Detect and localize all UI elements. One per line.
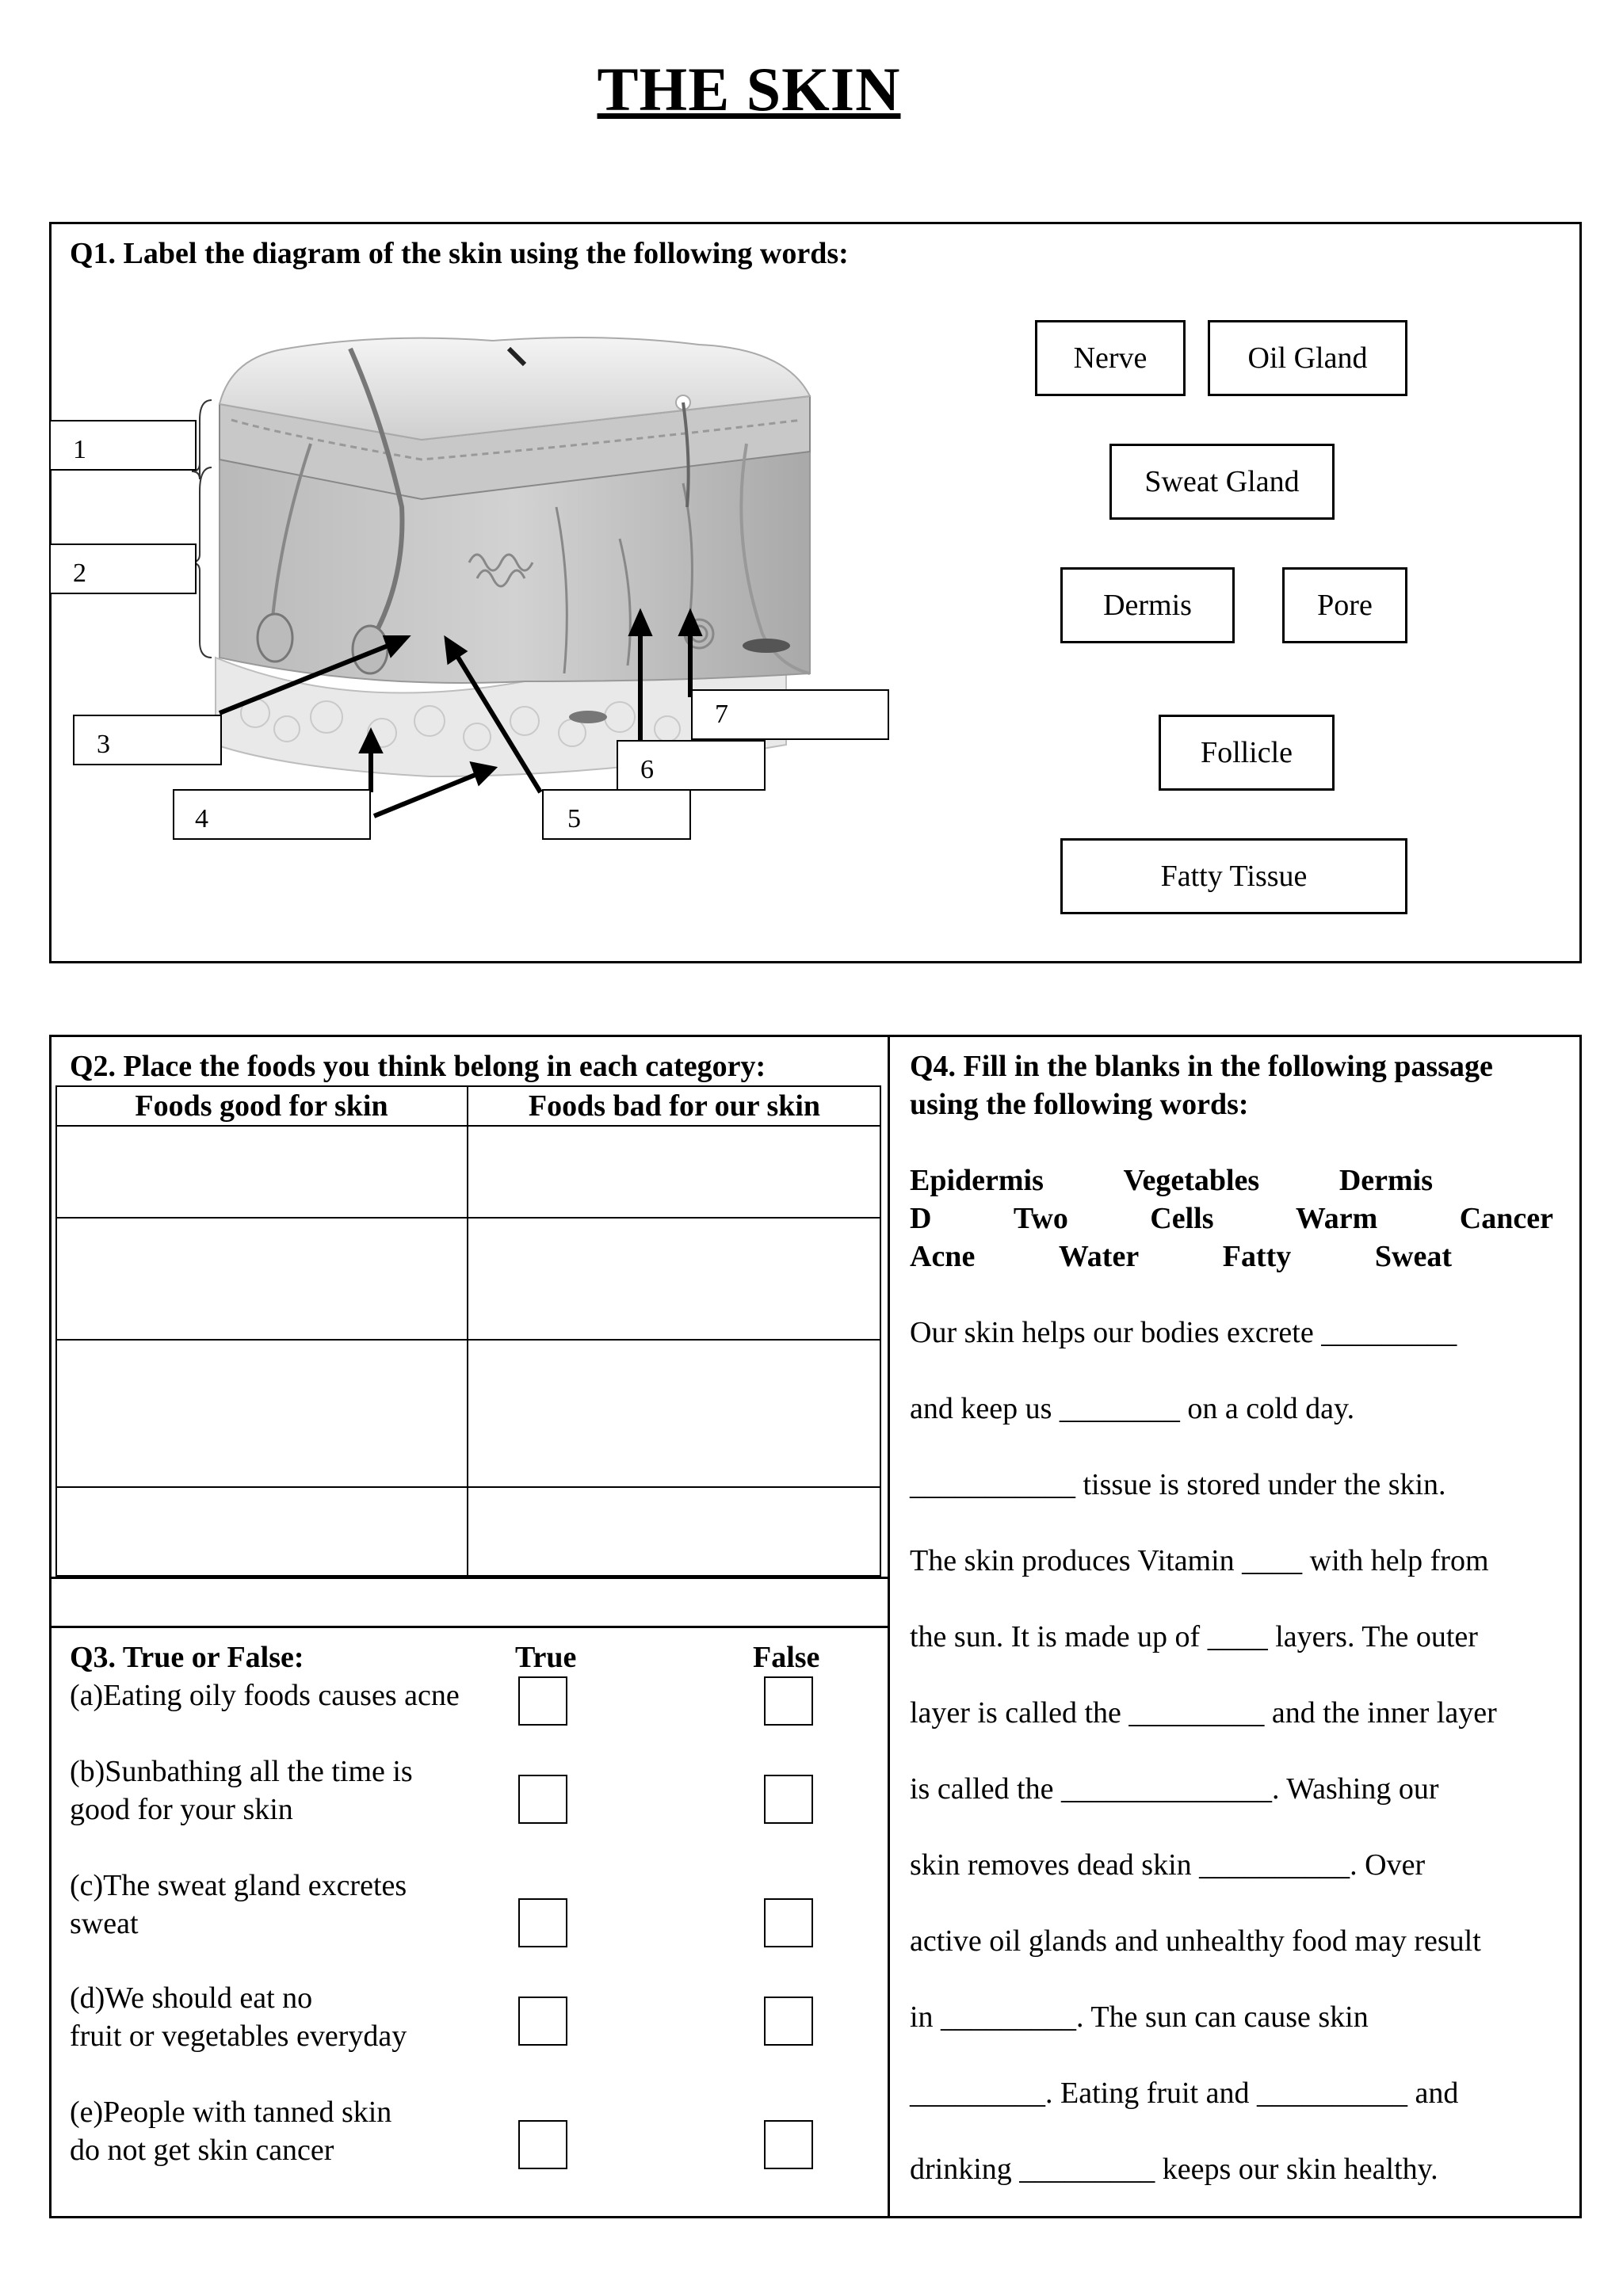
- q4-word-row-3: [910, 1238, 1452, 1276]
- word-fatty-tissue: Fatty Tissue: [1060, 838, 1407, 914]
- q4-word: Cancer: [1459, 1202, 1553, 1235]
- false-checkbox-e[interactable]: [764, 2120, 813, 2169]
- page-title: THE SKIN: [597, 55, 901, 124]
- passage-line: in _________. The sun can cause skin: [910, 2000, 1369, 2034]
- q4-word: Fatty: [1222, 1240, 1292, 1273]
- tf-item-d: (d)We should eat no fruit or vegetables everyday: [70, 1981, 407, 2053]
- passage-line: The skin produces Vitamin ____ with help from: [910, 1544, 1489, 1577]
- q4-heading-line2: using the following words:: [910, 1088, 1249, 1121]
- passage-line: and keep us ________ on a cold day.: [910, 1392, 1355, 1425]
- true-checkbox-d[interactable]: [518, 1997, 567, 2046]
- label-box-6[interactable]: 6: [617, 740, 766, 791]
- label-box-2[interactable]: 2: [49, 543, 197, 594]
- q2-row-line: [55, 1486, 881, 1488]
- word-pore: Pore: [1282, 567, 1407, 643]
- false-checkbox-b[interactable]: [764, 1775, 813, 1824]
- q2-heading: Q2. Place the foods you think belong in each category:: [70, 1050, 766, 1083]
- label-box-5[interactable]: 5: [542, 789, 691, 840]
- q4-word: Acne: [910, 1240, 976, 1273]
- q2-table-divider: [467, 1085, 468, 1577]
- q3-col-true: True: [515, 1641, 577, 1674]
- passage-line: drinking _________ keeps our skin healthy.: [910, 2153, 1438, 2186]
- q2-row-line: [55, 1339, 881, 1341]
- passage-line: _________. Eating fruit and __________ and: [910, 2077, 1459, 2110]
- q3-col-false: False: [753, 1641, 820, 1674]
- true-checkbox-b[interactable]: [518, 1775, 567, 1824]
- word-dermis: Dermis: [1060, 567, 1235, 643]
- q4-word: Two: [1013, 1202, 1068, 1235]
- q2-row-line: [55, 1125, 881, 1127]
- label-box-1[interactable]: 1: [49, 420, 197, 471]
- passage-line: active oil glands and unhealthy food may result: [910, 1924, 1481, 1958]
- tf-item-c: (c)The sweat gland excretes sweat: [70, 1869, 407, 1940]
- tf-item-e: (e)People with tanned skin do not get skin cancer: [70, 2096, 392, 2167]
- q4-word: Cells: [1150, 1202, 1214, 1235]
- passage-line: layer is called the _________ and the inner layer: [910, 1696, 1497, 1730]
- passage-line: Our skin helps our bodies excrete _________: [910, 1316, 1457, 1349]
- q4-word: Dermis: [1338, 1164, 1433, 1197]
- false-checkbox-c[interactable]: [764, 1898, 813, 1947]
- passage-line: ___________ tissue is stored under the skin.: [910, 1468, 1446, 1501]
- true-checkbox-c[interactable]: [518, 1898, 567, 1947]
- label-box-4[interactable]: 4: [173, 789, 371, 840]
- word-sweat-gland: Sweat Gland: [1109, 444, 1335, 520]
- q4-heading-line1: Q4. Fill in the blanks in the following passage: [910, 1050, 1493, 1083]
- q4-word-row-1: [910, 1161, 1433, 1199]
- q4-word: D: [910, 1202, 932, 1235]
- q2-table: [55, 1085, 881, 1577]
- tf-item-a: (a)Eating oily foods causes acne: [70, 1679, 460, 1712]
- label-box-7[interactable]: 7: [691, 689, 889, 740]
- q3-heading: Q3. True or False:: [70, 1641, 304, 1674]
- word-follicle: Follicle: [1159, 715, 1335, 791]
- false-checkbox-a[interactable]: [764, 1676, 813, 1726]
- q4-word: Water: [1058, 1240, 1140, 1273]
- tf-item-b: (b)Sunbathing all the time is good for your skin: [70, 1755, 413, 1826]
- q4-word: Epidermis: [910, 1164, 1044, 1197]
- true-checkbox-e[interactable]: [518, 2120, 567, 2169]
- passage-line: the sun. It is made up of ____ layers. The outer: [910, 1620, 1478, 1653]
- q4-word: Vegetables: [1123, 1164, 1260, 1197]
- q2-col-good: Foods good for skin: [135, 1089, 388, 1123]
- q4-word: Warm: [1295, 1202, 1378, 1235]
- true-checkbox-a[interactable]: [518, 1676, 567, 1726]
- q4-passage: [910, 1295, 1568, 2207]
- q4-word: Sweat: [1374, 1240, 1452, 1273]
- q1-heading: Q1. Label the diagram of the skin using the following words:: [70, 237, 849, 270]
- passage-line: is called the ______________. Washing our: [910, 1772, 1439, 1806]
- word-nerve: Nerve: [1035, 320, 1186, 396]
- q2-col-bad: Foods bad for our skin: [528, 1089, 821, 1123]
- q4-word-row-2: [910, 1199, 1553, 1238]
- passage-line: skin removes dead skin __________. Over: [910, 1848, 1426, 1882]
- word-oil-gland: Oil Gland: [1208, 320, 1407, 396]
- q2-bottom-line: [49, 1577, 889, 1579]
- false-checkbox-d[interactable]: [764, 1997, 813, 2046]
- label-box-3[interactable]: 3: [73, 715, 222, 765]
- q2-row-line: [55, 1217, 881, 1219]
